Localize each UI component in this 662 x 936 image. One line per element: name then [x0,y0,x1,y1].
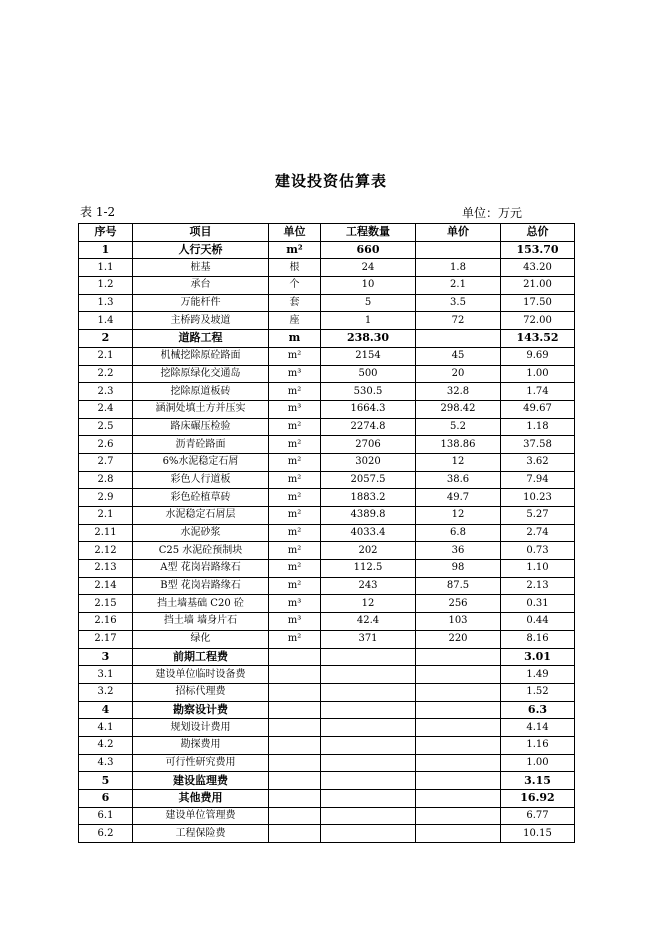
row-unit-price: 87.5 [416,577,501,595]
row-item: 路床碾压检验 [133,418,269,436]
row-total: 5.27 [501,507,575,525]
row-item: 挡土墙 墙身片石 [133,613,269,631]
row-unit-price [416,241,501,259]
row-item: 可行性研究费用 [133,754,269,772]
row-item: 勘察设计费 [133,701,269,719]
table-row [79,754,575,772]
row-unit: m² [269,577,321,595]
row-number: 1.2 [79,277,133,295]
table-row [79,790,575,808]
row-unit: m² [269,471,321,489]
row-total: 153.70 [501,241,575,259]
row-unit: 套 [269,294,321,312]
row-item: 沥青砼路面 [133,436,269,454]
table-row [79,436,575,454]
row-quantity [321,772,416,790]
row-unit-price [416,648,501,666]
row-unit: 座 [269,312,321,330]
row-quantity: 500 [321,365,416,383]
row-unit: m [269,330,321,348]
row-unit-price [416,772,501,790]
row-quantity: 2274.8 [321,418,416,436]
row-total: 37.58 [501,436,575,454]
row-quantity: 1664.3 [321,400,416,418]
row-total: 0.44 [501,613,575,631]
row-unit: 根 [269,259,321,277]
row-number: 2.9 [79,489,133,507]
row-number: 6 [79,790,133,808]
row-total: 143.52 [501,330,575,348]
row-item: 人行天桥 [133,241,269,259]
row-total: 72.00 [501,312,575,330]
row-item: A型 花岗岩路缘石 [133,560,269,578]
row-number: 2.16 [79,613,133,631]
row-total: 21.00 [501,277,575,295]
row-number: 4.2 [79,736,133,754]
row-item: 水泥稳定石屑层 [133,507,269,525]
row-item: 承台 [133,277,269,295]
row-total: 43.20 [501,259,575,277]
row-quantity: 371 [321,630,416,648]
table-row [79,489,575,507]
row-quantity [321,736,416,754]
table-row [79,347,575,365]
table-row [79,312,575,330]
row-total: 0.73 [501,542,575,560]
row-number: 1.4 [79,312,133,330]
row-number: 2.11 [79,524,133,542]
row-unit: m² [269,383,321,401]
row-unit-price [416,666,501,684]
row-total: 3.01 [501,648,575,666]
row-unit-price: 38.6 [416,471,501,489]
row-number: 6.1 [79,807,133,825]
row-number: 5 [79,772,133,790]
row-number: 2.8 [79,471,133,489]
row-item: 其他费用 [133,790,269,808]
header-no: 序号 [79,224,133,242]
header-item: 项目 [133,224,269,242]
table-row [79,560,575,578]
row-total: 10.23 [501,489,575,507]
row-number: 4 [79,701,133,719]
row-unit [269,648,321,666]
row-total: 49.67 [501,400,575,418]
row-quantity: 2154 [321,347,416,365]
row-number: 2.5 [79,418,133,436]
row-item: 绿化 [133,630,269,648]
row-unit-price [416,683,501,701]
row-unit-price: 3.5 [416,294,501,312]
row-item: 挖除原绿化交通岛 [133,365,269,383]
row-quantity [321,683,416,701]
row-unit-price: 20 [416,365,501,383]
row-total: 1.16 [501,736,575,754]
row-number: 1.3 [79,294,133,312]
row-quantity: 2706 [321,436,416,454]
table-row [79,383,575,401]
row-number: 1.1 [79,259,133,277]
row-item: 前期工程费 [133,648,269,666]
row-number: 3.1 [79,666,133,684]
row-unit-price [416,754,501,772]
row-unit-price [416,701,501,719]
row-unit: m² [269,524,321,542]
row-unit-price: 298.42 [416,400,501,418]
row-item: C25 水泥砼预制块 [133,542,269,560]
row-unit: m² [269,241,321,259]
unit-label: 单位：万元 [462,206,523,220]
row-unit-price: 138.86 [416,436,501,454]
row-unit [269,807,321,825]
row-number: 4.3 [79,754,133,772]
table-row [79,294,575,312]
table-row [79,507,575,525]
table-row [79,595,575,613]
row-unit-price: 6.8 [416,524,501,542]
row-unit-price: 12 [416,507,501,525]
row-total: 8.16 [501,630,575,648]
row-unit-price: 103 [416,613,501,631]
row-unit: m² [269,630,321,648]
row-quantity: 3020 [321,453,416,471]
row-unit: m³ [269,400,321,418]
row-unit: m³ [269,595,321,613]
table-row [79,683,575,701]
row-item: 挡土墙基础 C20 砼 [133,595,269,613]
row-unit: m² [269,542,321,560]
row-total: 0.31 [501,595,575,613]
row-unit [269,754,321,772]
row-number: 2.14 [79,577,133,595]
row-quantity [321,825,416,843]
table-row [79,630,575,648]
row-quantity: 243 [321,577,416,595]
row-total: 1.49 [501,666,575,684]
row-unit: m² [269,418,321,436]
row-unit: 个 [269,277,321,295]
row-unit [269,790,321,808]
row-number: 2.2 [79,365,133,383]
row-unit-price: 72 [416,312,501,330]
row-number: 2.12 [79,542,133,560]
row-total: 4.14 [501,719,575,737]
row-unit [269,666,321,684]
row-item: 桩基 [133,259,269,277]
table-row [79,524,575,542]
row-total: 2.74 [501,524,575,542]
row-unit [269,736,321,754]
row-quantity: 24 [321,259,416,277]
row-unit-price: 2.1 [416,277,501,295]
row-item: 6%水泥稳定石屑 [133,453,269,471]
row-item: 彩色人行道板 [133,471,269,489]
row-unit-price [416,330,501,348]
row-unit-price: 49.7 [416,489,501,507]
row-number: 2 [79,330,133,348]
row-unit-price: 256 [416,595,501,613]
row-total: 3.15 [501,772,575,790]
row-unit-price: 36 [416,542,501,560]
table-row [79,241,575,259]
row-item: 建设监理费 [133,772,269,790]
row-unit [269,701,321,719]
row-unit-price: 220 [416,630,501,648]
row-unit: m² [269,347,321,365]
row-unit [269,683,321,701]
table-row [79,259,575,277]
table-row [79,613,575,631]
row-quantity [321,807,416,825]
row-total: 17.50 [501,294,575,312]
row-unit: m³ [269,365,321,383]
row-item: 建设单位管理费 [133,807,269,825]
row-total: 16.92 [501,790,575,808]
table-row [79,453,575,471]
document-title: 建设投资估算表 [274,172,387,190]
row-quantity: 1883.2 [321,489,416,507]
table-row [79,277,575,295]
row-total: 3.62 [501,453,575,471]
row-number: 3 [79,648,133,666]
row-unit: m² [269,453,321,471]
row-quantity [321,666,416,684]
row-unit-price [416,825,501,843]
row-item: 涵洞处填土方并压实 [133,400,269,418]
row-quantity: 530.5 [321,383,416,401]
row-unit-price [416,719,501,737]
row-total: 6.3 [501,701,575,719]
row-total: 7.94 [501,471,575,489]
table-header-row [79,224,575,242]
row-total: 9.69 [501,347,575,365]
row-total: 1.00 [501,365,575,383]
row-quantity [321,719,416,737]
table-number: 表 1-2 [80,205,116,219]
header-unit-price: 单价 [416,224,501,242]
row-unit: m² [269,507,321,525]
row-quantity: 1 [321,312,416,330]
table-row [79,807,575,825]
row-unit: m³ [269,613,321,631]
row-quantity: 4389.8 [321,507,416,525]
row-quantity: 112.5 [321,560,416,578]
header-quantity: 工程数量 [321,224,416,242]
table-row [79,542,575,560]
table-row [79,701,575,719]
row-number: 4.1 [79,719,133,737]
row-unit: m² [269,560,321,578]
row-unit [269,825,321,843]
row-total: 1.10 [501,560,575,578]
row-unit: m² [269,436,321,454]
row-number: 2.6 [79,436,133,454]
row-quantity: 660 [321,241,416,259]
table-row [79,648,575,666]
row-item: 招标代理费 [133,683,269,701]
table-row [79,471,575,489]
row-total: 10.15 [501,825,575,843]
row-unit-price [416,790,501,808]
row-number: 2.1 [79,347,133,365]
row-quantity: 4033.4 [321,524,416,542]
row-number: 2.7 [79,453,133,471]
row-item: 水泥砂浆 [133,524,269,542]
row-item: 工程保险费 [133,825,269,843]
row-number: 2.1 [79,507,133,525]
row-unit: m² [269,489,321,507]
table-row [79,418,575,436]
row-unit [269,719,321,737]
header-unit: 单位 [269,224,321,242]
row-item: 彩色砼植草砖 [133,489,269,507]
row-item: 挖除原道板砖 [133,383,269,401]
row-total: 2.13 [501,577,575,595]
row-quantity [321,754,416,772]
table-row [79,772,575,790]
row-unit-price: 12 [416,453,501,471]
row-quantity [321,701,416,719]
table-row [79,719,575,737]
row-item: 规划设计费用 [133,719,269,737]
row-quantity: 10 [321,277,416,295]
row-total: 6.77 [501,807,575,825]
investment-estimate-table [78,223,575,843]
row-total: 1.74 [501,383,575,401]
header-total: 总价 [501,224,575,242]
row-number: 2.15 [79,595,133,613]
row-item: 建设单位临时设备费 [133,666,269,684]
row-number: 1 [79,241,133,259]
row-quantity [321,790,416,808]
row-number: 2.4 [79,400,133,418]
row-quantity: 238.30 [321,330,416,348]
row-number: 2.13 [79,560,133,578]
table-row [79,400,575,418]
row-unit [269,772,321,790]
row-total: 1.00 [501,754,575,772]
table-row [79,365,575,383]
row-item: B型 花岗岩路缘石 [133,577,269,595]
table-row [79,736,575,754]
row-quantity [321,648,416,666]
row-item: 道路工程 [133,330,269,348]
row-item: 机械挖除原砼路面 [133,347,269,365]
table-row [79,330,575,348]
row-quantity: 202 [321,542,416,560]
row-unit-price: 5.2 [416,418,501,436]
row-unit-price: 1.8 [416,259,501,277]
row-unit-price [416,807,501,825]
row-total: 1.18 [501,418,575,436]
row-item: 勘探费用 [133,736,269,754]
table-row [79,666,575,684]
table-row [79,825,575,843]
row-number: 6.2 [79,825,133,843]
row-quantity: 42.4 [321,613,416,631]
row-quantity: 5 [321,294,416,312]
row-total: 1.52 [501,683,575,701]
row-unit-price: 45 [416,347,501,365]
row-unit-price [416,736,501,754]
row-unit-price: 98 [416,560,501,578]
row-number: 2.3 [79,383,133,401]
row-number: 3.2 [79,683,133,701]
row-item: 主桥跨及坡道 [133,312,269,330]
row-quantity: 12 [321,595,416,613]
row-quantity: 2057.5 [321,471,416,489]
row-unit-price: 32.8 [416,383,501,401]
row-number: 2.17 [79,630,133,648]
table-row [79,577,575,595]
row-item: 万能杆件 [133,294,269,312]
